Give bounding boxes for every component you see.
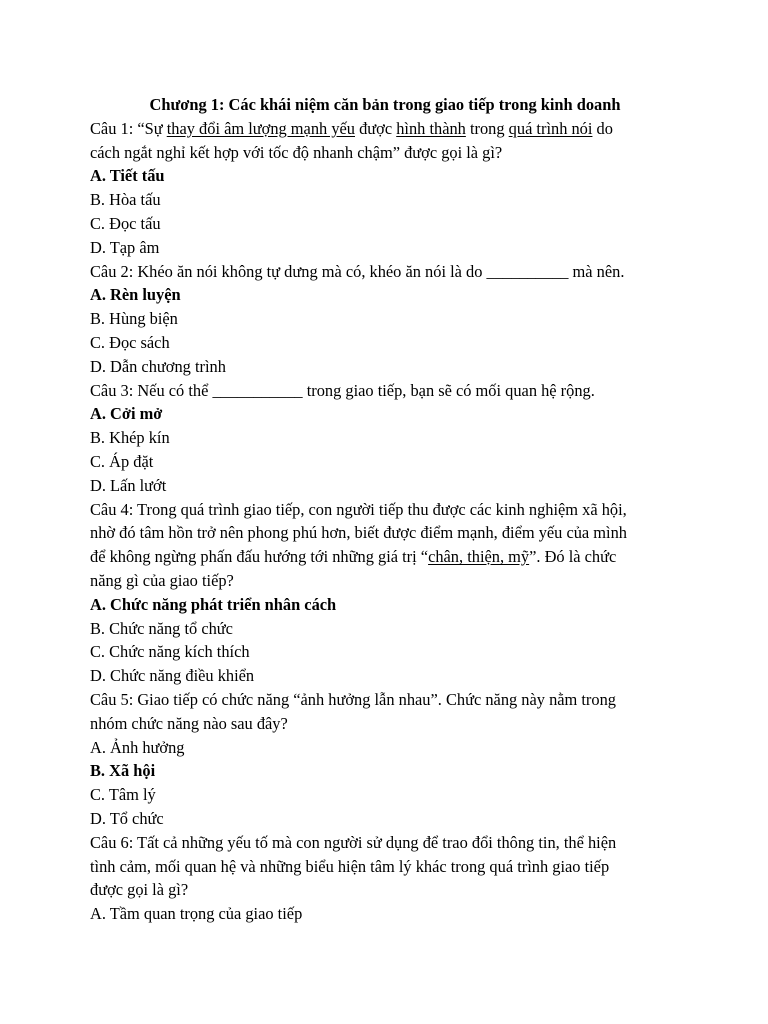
q2-answer-c: C. Đọc sách (90, 332, 170, 352)
q1-answer-d: D. Tạp âm (90, 237, 160, 257)
question-2 (90, 260, 680, 379)
q1-answer-a: A. Tiết tấu (90, 166, 165, 186)
question-1-text-line-2: cách ngắt nghỉ kết hợp với tốc độ nhanh chậm” được gọi là gì? (90, 142, 503, 162)
question-4-text-line-3 (90, 545, 680, 569)
question-6-text-line-2: tình cảm, mối quan hệ và những biểu hiện tâm lý khác trong quá trình giao tiếp (90, 856, 610, 876)
question-1-text (90, 117, 680, 141)
question-3-text: Câu 3: Nếu có thể ___________ trong giao tiếp, bạn sẽ có mối quan hệ rộng. (90, 380, 595, 400)
q2-answer-d: D. Dẫn chương trình (90, 356, 226, 376)
q3-answer-a: A. Cởi mở (90, 404, 163, 424)
q4-underlined-phrase: chân, thiện, mỹ (428, 547, 530, 567)
question-4-text-line-1: Câu 4: Trong quá trình giao tiếp, con người tiếp thu được các kinh nghiệm xã hội, (90, 499, 627, 519)
q3-answer-b: B. Khép kín (90, 428, 170, 448)
q4-answer-d: D. Chức năng điều khiển (90, 666, 255, 686)
q1-underlined-phrase-2: hình thành (396, 118, 466, 138)
q6-answer-a: A. Tầm quan trọng của giao tiếp (90, 904, 303, 924)
q4-line-3-part-1: để không ngừng phấn đấu hướng tới những giá trị “ (90, 547, 429, 567)
question-6-text-line-3: được gọi là gì? (90, 880, 189, 900)
q4-answer-a: A. Chức năng phát triển nhân cách (90, 594, 337, 614)
question-1 (90, 117, 680, 260)
q1-underlined-phrase-3: quá trình nói (508, 118, 593, 138)
q2-answer-a: A. Rèn luyện (90, 285, 181, 305)
q3-answer-c: C. Áp đặt (90, 451, 154, 471)
q3-answer-d: D. Lấn lướt (90, 475, 167, 495)
question-4 (90, 498, 680, 688)
q1-answer-b: B. Hòa tấu (90, 190, 161, 210)
chapter-title: Chương 1: Các khái niệm căn bản trong giao tiếp trong kinh doanh (149, 95, 621, 114)
q1-text-part-1: Câu 1: “Sự (90, 118, 167, 138)
question-2-text: Câu 2: Khéo ăn nói không tự dưng mà có, khéo ăn nói là do __________ mà nên. (90, 261, 625, 281)
q5-answer-a: A. Ảnh hưởng (90, 737, 185, 757)
q5-answer-b: B. Xã hội (90, 761, 156, 781)
question-6-text-line-1: Câu 6: Tất cả những yếu tố mà con người sử dụng để trao đổi thông tin, thể hiện (90, 832, 617, 852)
q1-text-part-2: được (355, 118, 397, 138)
q2-answer-b: B. Hùng biện (90, 309, 178, 329)
question-5-text-line-1: Câu 5: Giao tiếp có chức năng “ảnh hưởng lẫn nhau”. Chức năng này nằm trong (90, 689, 616, 709)
q1-text-part-3: trong (465, 118, 509, 138)
q4-answer-c: C. Chức năng kích thích (90, 642, 250, 662)
q1-underlined-phrase-1: thay đổi âm lượng mạnh yếu (166, 118, 355, 138)
q1-text-part-4: do (592, 118, 613, 138)
question-5-text-line-2: nhóm chức năng nào sau đây? (90, 713, 288, 733)
q4-line-3-part-2: ”. Đó là chức (529, 547, 617, 567)
document-content (90, 93, 680, 926)
q4-answer-b: B. Chức năng tổ chức (90, 618, 233, 638)
question-4-text-line-4: năng gì của giao tiếp? (90, 570, 234, 590)
question-6 (90, 831, 680, 926)
question-4-text-line-2: nhờ đó tâm hồn trở nên phong phú hơn, biết được điểm mạnh, điểm yếu của mình (90, 523, 628, 543)
q5-answer-d: D. Tổ chức (90, 808, 164, 828)
question-3 (90, 379, 680, 498)
q1-answer-c: C. Đọc tấu (90, 213, 161, 233)
q5-answer-c: C. Tâm lý (90, 785, 156, 805)
question-5 (90, 688, 680, 831)
